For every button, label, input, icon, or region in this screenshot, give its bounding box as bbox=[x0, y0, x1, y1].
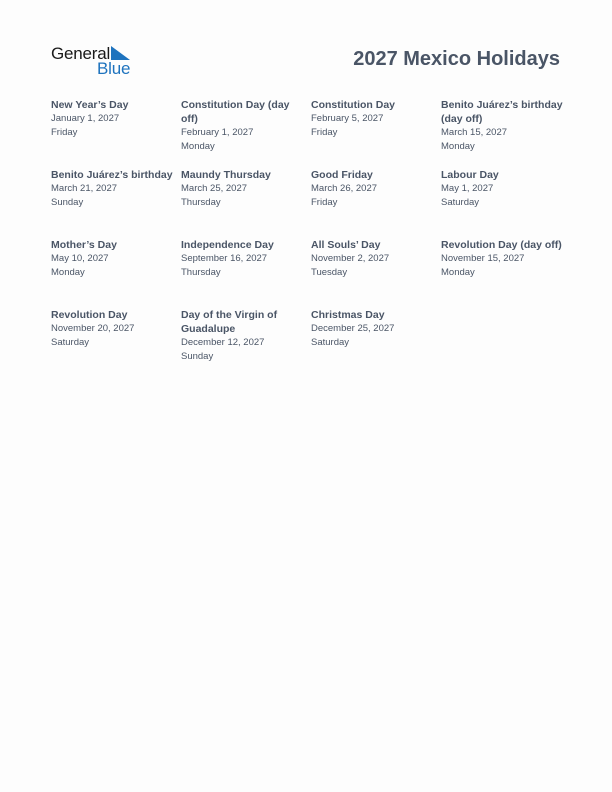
holiday-item bbox=[51, 168, 173, 210]
holiday-weekday: Sunday bbox=[181, 351, 214, 362]
holiday-item bbox=[311, 238, 433, 280]
holiday-item bbox=[181, 308, 303, 364]
holiday-item bbox=[311, 308, 433, 350]
logo-triangle-icon bbox=[111, 46, 130, 60]
logo-text-general: General bbox=[51, 44, 111, 63]
holiday-weekday: Saturday bbox=[441, 197, 480, 208]
holiday-date: February 1, 2027 bbox=[181, 127, 254, 138]
holiday-name: Labour Day bbox=[441, 169, 499, 181]
holiday-item bbox=[311, 98, 433, 140]
holiday-item bbox=[51, 308, 173, 350]
holiday-weekday: Monday bbox=[51, 267, 85, 278]
holiday-item bbox=[51, 98, 173, 140]
holiday-weekday: Sunday bbox=[51, 197, 84, 208]
holiday-name: New Year’s Day bbox=[51, 99, 129, 111]
holiday-name: Day of the Virgin of Guadalupe bbox=[181, 309, 278, 335]
holiday-item bbox=[181, 98, 303, 154]
holiday-weekday: Thursday bbox=[181, 267, 221, 278]
holiday-item bbox=[441, 98, 563, 154]
holiday-date: May 10, 2027 bbox=[51, 253, 109, 264]
holiday-item bbox=[181, 168, 303, 210]
holiday-date: March 15, 2027 bbox=[441, 127, 508, 138]
holiday-name: All Souls’ Day bbox=[311, 239, 381, 251]
holiday-date: November 20, 2027 bbox=[51, 323, 135, 334]
logo-text-blue: Blue bbox=[97, 59, 131, 78]
holiday-weekday: Monday bbox=[441, 141, 475, 152]
holiday-date: November 15, 2027 bbox=[441, 253, 525, 264]
holiday-item bbox=[311, 168, 433, 210]
holiday-name: Benito Juárez’s birthday (day off) bbox=[441, 99, 563, 125]
holiday-date: September 16, 2027 bbox=[181, 253, 268, 264]
holiday-date: December 12, 2027 bbox=[181, 337, 265, 348]
holiday-date: March 25, 2027 bbox=[181, 183, 248, 194]
holiday-name: Revolution Day bbox=[51, 309, 128, 321]
holiday-weekday: Tuesday bbox=[311, 267, 348, 278]
holiday-name: Good Friday bbox=[311, 169, 373, 181]
holiday-weekday: Friday bbox=[311, 197, 338, 208]
holiday-name: Christmas Day bbox=[311, 309, 385, 321]
holiday-date: March 21, 2027 bbox=[51, 183, 118, 194]
holiday-weekday: Monday bbox=[181, 141, 215, 152]
holiday-date: November 2, 2027 bbox=[311, 253, 390, 264]
holiday-name: Constitution Day bbox=[311, 99, 395, 111]
holiday-item bbox=[181, 238, 303, 280]
holiday-weekday: Friday bbox=[311, 127, 338, 138]
holiday-weekday: Friday bbox=[51, 127, 78, 138]
holiday-date: February 5, 2027 bbox=[311, 113, 384, 124]
holiday-name: Independence Day bbox=[181, 239, 274, 251]
holiday-item bbox=[441, 168, 563, 210]
holiday-weekday: Saturday bbox=[311, 337, 350, 348]
holiday-date: December 25, 2027 bbox=[311, 323, 395, 334]
holiday-date: May 1, 2027 bbox=[441, 183, 494, 194]
holiday-name: Revolution Day (day off) bbox=[441, 239, 562, 251]
holiday-weekday: Monday bbox=[441, 267, 475, 278]
holiday-weekday: Saturday bbox=[51, 337, 90, 348]
holiday-item bbox=[441, 238, 563, 280]
holiday-name: Benito Juárez’s birthday bbox=[51, 169, 173, 181]
generalblue-logo bbox=[51, 44, 141, 78]
holiday-date: March 26, 2027 bbox=[311, 183, 378, 194]
holiday-name: Mother’s Day bbox=[51, 239, 117, 251]
holiday-name: Maundy Thursday bbox=[181, 169, 271, 181]
holiday-date: January 1, 2027 bbox=[51, 113, 120, 124]
holiday-name: Constitution Day (day off) bbox=[181, 99, 290, 125]
page-title: 2027 Mexico Holidays bbox=[353, 48, 560, 70]
holiday-item bbox=[51, 238, 173, 280]
holiday-weekday: Thursday bbox=[181, 197, 221, 208]
